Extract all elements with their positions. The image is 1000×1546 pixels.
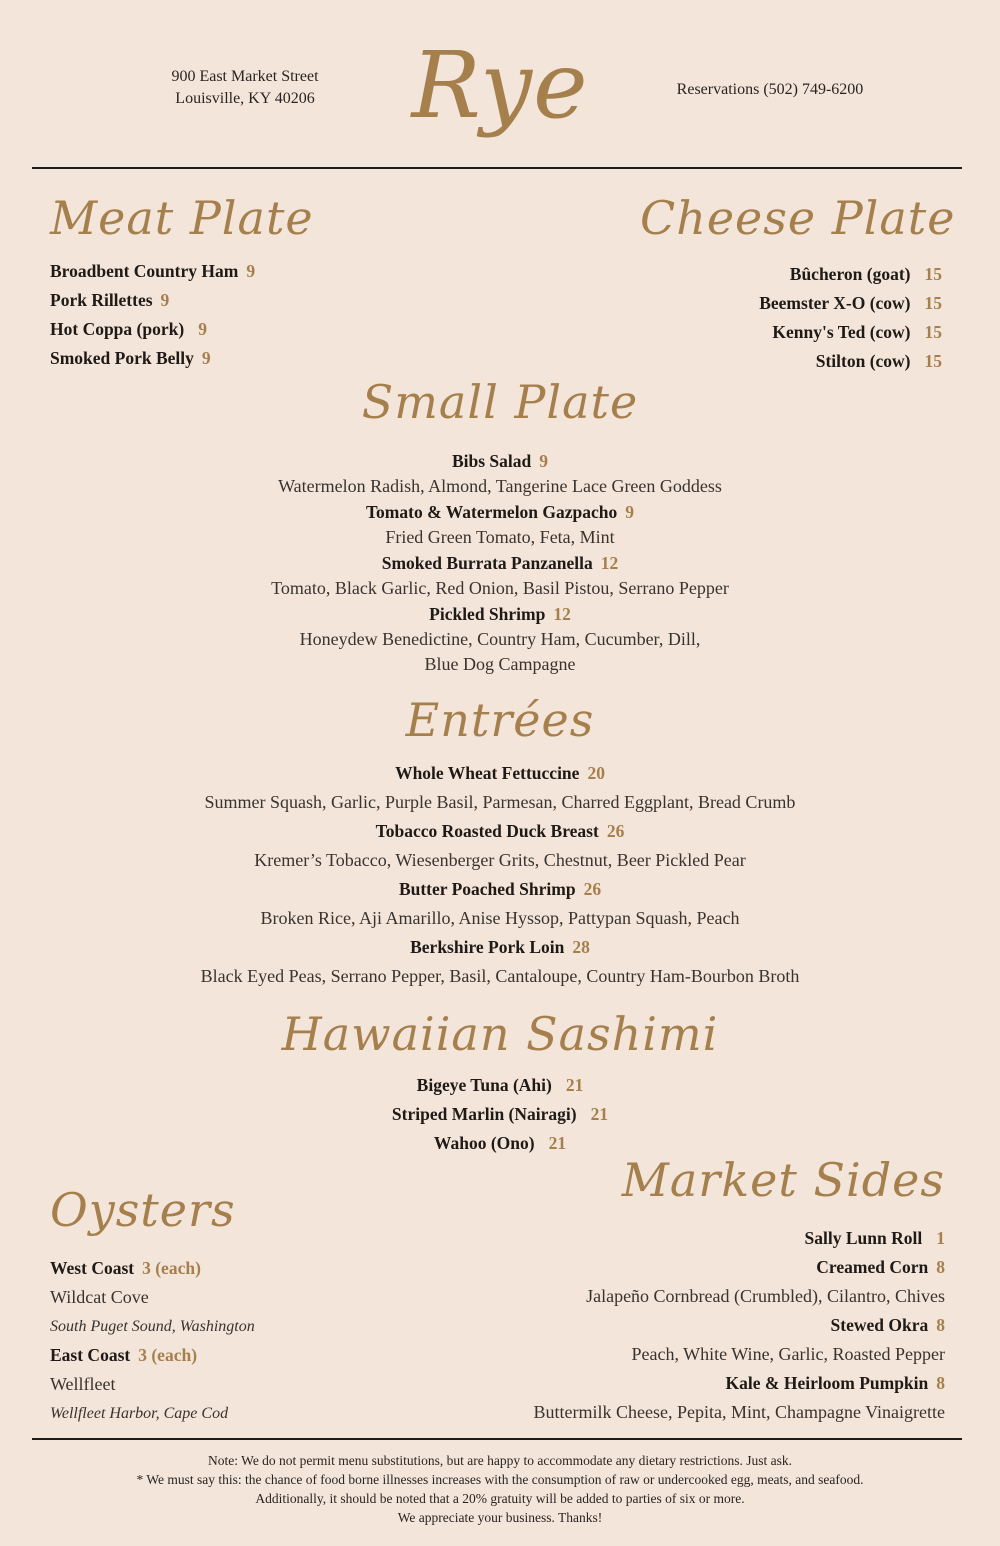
sashimi-list: [0, 1071, 1000, 1158]
menu-item: East Coast 3 (each): [50, 1345, 198, 1365]
market-sides-title: Market Sides: [621, 1153, 945, 1207]
menu-item: Butter Poached Shrimp 26: [398, 879, 602, 899]
footer-notes: [0, 1451, 1000, 1527]
address-line-2: Louisville, KY 40206: [175, 90, 315, 107]
item-description: Black Eyed Peas, Serrano Pepper, Basil, Cantaloupe, Country Ham-Bourbon Broth: [200, 966, 800, 986]
meat-plate-title: Meat Plate: [50, 191, 314, 245]
market-sides-list: [440, 1224, 945, 1427]
oyster-origin: South Puget Sound, Washington: [50, 1318, 255, 1335]
menu-item: Sally Lunn Roll 1: [804, 1228, 945, 1248]
restaurant-logo: Rye: [411, 32, 589, 139]
footer-note-thanks: We appreciate your business. Thanks!: [397, 1510, 603, 1525]
restaurant-address: [140, 66, 350, 110]
menu-item: Pork Rillettes 9: [50, 290, 170, 310]
menu-item: Kale & Heirloom Pumpkin 8: [725, 1373, 945, 1393]
menu-item: Bibs Salad 9: [451, 451, 549, 471]
cheese-plate-list: [600, 260, 942, 376]
footer-divider: [32, 1438, 962, 1440]
item-description: Jalapeño Cornbread (Crumbled), Cilantro, Chives: [586, 1286, 945, 1306]
footer-note-substitutions: Note: We do not permit menu substitutions, but are happy to accommodate any dietary restrictions. Just ask.: [208, 1453, 792, 1468]
menu-item: Berkshire Pork Loin 28: [410, 937, 590, 957]
entrees-title: Entrées: [405, 693, 595, 747]
item-description: Watermelon Radish, Almond, Tangerine Lace Green Goddess: [278, 476, 722, 496]
oysters-list: [50, 1254, 255, 1428]
menu-item: Broadbent Country Ham 9: [50, 261, 256, 281]
menu-item: Stilton (cow) 15: [815, 351, 942, 371]
entrees-list: [0, 759, 1000, 991]
item-description: Peach, White Wine, Garlic, Roasted Pepper: [631, 1344, 945, 1364]
header-divider: [32, 167, 962, 169]
sashimi-title: Hawaiian Sashimi: [281, 1007, 719, 1061]
item-description: Kremer’s Tobacco, Wiesenberger Grits, Chestnut, Beer Pickled Pear: [254, 850, 746, 870]
menu-item: Tomato & Watermelon Gazpacho 9: [365, 502, 635, 522]
item-description: Fried Green Tomato, Feta, Mint: [385, 527, 615, 547]
menu-item: Bûcheron (goat) 15: [789, 264, 942, 284]
menu-item: Tobacco Roasted Duck Breast 26: [375, 821, 625, 841]
menu-item: Bigeye Tuna (Ahi) 21: [416, 1075, 584, 1095]
small-plate-list: [0, 448, 1000, 677]
footer-note-gratuity: Additionally, it should be noted that a 20% gratuity will be added to parties of six or more.: [255, 1491, 745, 1506]
meat-plate-list: [50, 257, 255, 373]
oyster-variety: Wellfleet: [50, 1374, 116, 1394]
small-plate-title: Small Plate: [361, 375, 639, 429]
menu-item: Kenny's Ted (cow) 15: [772, 322, 942, 342]
footer-note-health-warning: * We must say this: the chance of food borne illnesses increases with the consumption of raw or undercooked egg, meats, and seafood.: [136, 1472, 864, 1487]
menu-item: Striped Marlin (Nairagi) 21: [391, 1104, 609, 1124]
menu-item: West Coast 3 (each): [50, 1258, 201, 1278]
address-line-1: 900 East Market Street: [171, 68, 319, 85]
reservations-phone[interactable]: Reservations (502) 749-6200: [676, 81, 864, 98]
oyster-origin: Wellfleet Harbor, Cape Cod: [50, 1405, 229, 1422]
item-description: Tomato, Black Garlic, Red Onion, Basil Pistou, Serrano Pepper: [271, 578, 729, 598]
menu-item: Wahoo (Ono) 21: [433, 1133, 567, 1153]
cheese-plate-title: Cheese Plate: [640, 191, 956, 245]
item-description: Broken Rice, Aji Amarillo, Anise Hyssop, Pattypan Squash, Peach: [260, 908, 740, 928]
menu-item: Whole Wheat Fettuccine 20: [395, 763, 605, 783]
menu-item: Hot Coppa (pork) 9: [50, 319, 207, 339]
oyster-variety: Wildcat Cove: [50, 1287, 149, 1307]
menu-item: Smoked Burrata Panzanella 12: [381, 553, 619, 573]
menu-item: Stewed Okra 8: [830, 1315, 945, 1335]
item-description: Blue Dog Campagne: [424, 654, 576, 674]
item-description: Buttermilk Cheese, Pepita, Mint, Champagne Vinaigrette: [533, 1402, 945, 1422]
menu-item: Pickled Shrimp 12: [429, 604, 571, 624]
menu-item: Creamed Corn 8: [816, 1257, 945, 1277]
oysters-title: Oysters: [50, 1183, 236, 1237]
item-description: Summer Squash, Garlic, Purple Basil, Parmesan, Charred Eggplant, Bread Crumb: [204, 792, 796, 812]
menu-item: Beemster X-O (cow) 15: [759, 293, 942, 313]
menu-item: Smoked Pork Belly 9: [50, 348, 211, 368]
item-description: Honeydew Benedictine, Country Ham, Cucumber, Dill,: [299, 629, 701, 649]
